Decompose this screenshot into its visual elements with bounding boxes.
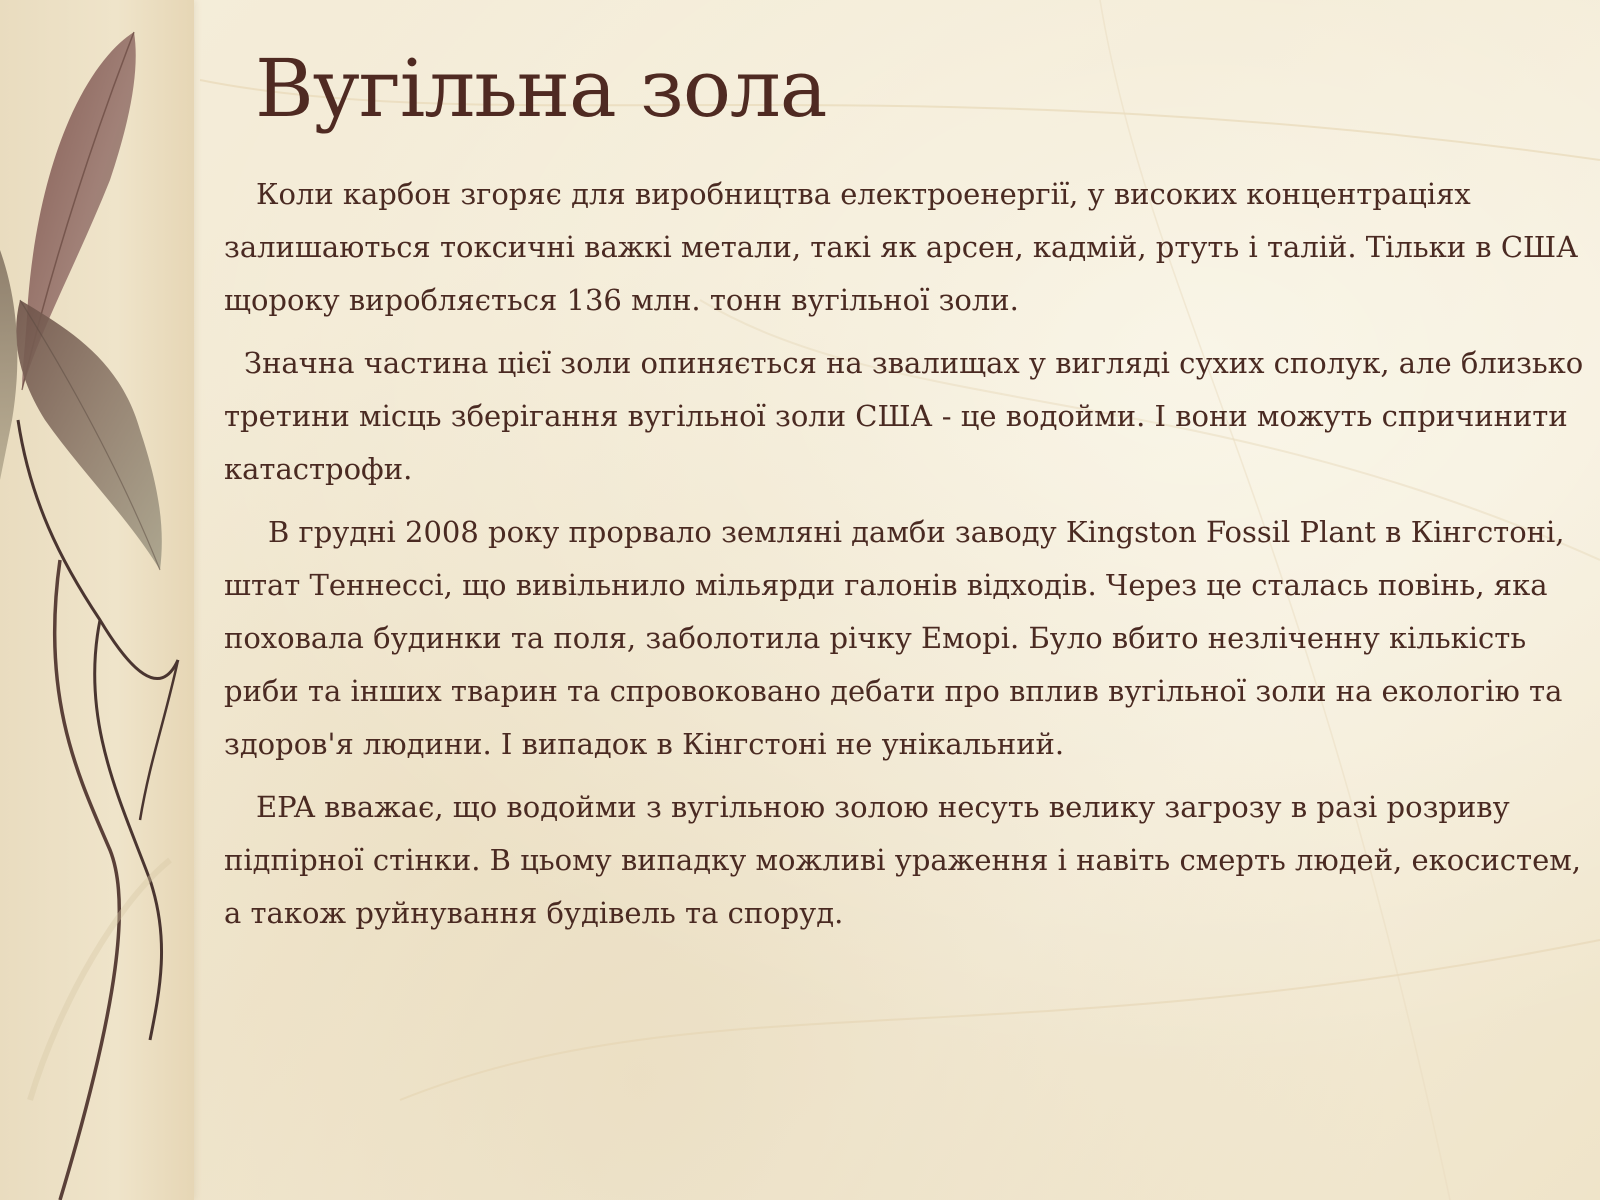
slide-body xyxy=(224,168,1586,950)
slide-title: Вугільна зола xyxy=(255,42,827,135)
paragraph-kingston-disaster: В грудні 2008 року прорвало земляні дамби заводу Kingston Fossil Plant в Кінгстоні, штат Теннессі, що вивільнило мільярди галонів відходів. Через це сталась повінь, яка поховала будинки та поля, заболотила річку Еморі. Було вбито незліченну кількість риби та інших тварин та спровоковано дебати про вплив вугільної золи на екологію та здоров'я людини. І випадок в Кінгстоні не унікальний. xyxy=(224,515,1565,761)
paragraph-landfills: Значна частина цієї золи опиняється на звалищах у вигляді сухих сполук, але близько третини місць зберігання вугільної золи США - це водойми. І вони можуть спричинити катастрофи. xyxy=(224,346,1584,486)
paragraph-coal-ash-intro: Коли карбон згоряє для виробництва електроенергії, у високих концентраціях залишаються токсичні важкі метали, такі як арсен, кадмій, ртуть і талій. Тільки в США щороку виробляється 136 млн. тонн вугільної золи. xyxy=(224,177,1579,317)
dried-leaf-icon xyxy=(0,0,200,1200)
paragraph-epa-risk: EPA вважає, що водойми з вугільною золою несуть велику загрозу в разі розриву підпірної стінки. В цьому випадку можливі ураження і навіть смерть людей, екосистем, а також руйнування будівель та споруд. xyxy=(224,790,1582,930)
